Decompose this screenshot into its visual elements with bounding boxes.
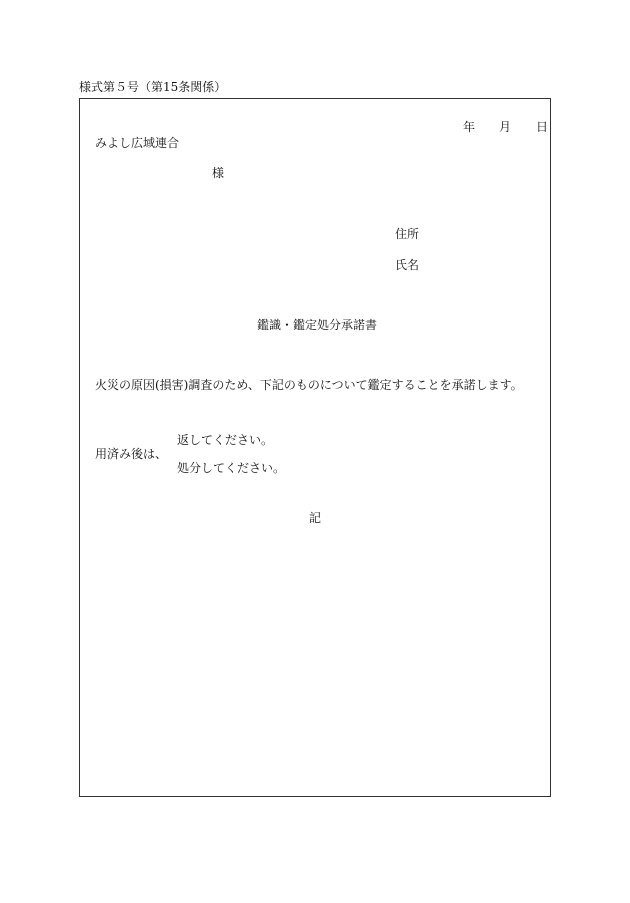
- applicant-name-label: 氏名: [395, 258, 420, 272]
- after-use-return-option: 返してください。: [177, 433, 274, 447]
- applicant-address-label: 住所: [395, 227, 420, 241]
- addressee-honorific: 様: [212, 166, 225, 180]
- consent-body-text: 火災の原因(損害)調査のため、下記のものについて鑑定することを承諾します。: [95, 378, 523, 392]
- document-title: 鑑識・鑑定処分承諾書: [257, 318, 378, 332]
- after-use-label: 用済み後は、: [95, 447, 168, 461]
- addressee-organization: みよし広域連合: [95, 136, 180, 150]
- record-heading: 記: [309, 511, 322, 525]
- date-year-label: 年: [463, 120, 476, 134]
- after-use-dispose-option: 処分してください。: [177, 461, 286, 475]
- date-day-label: 日: [536, 120, 549, 134]
- form-number-label: 様式第５号（第15条関係）: [79, 80, 227, 94]
- date-month-label: 月: [499, 120, 512, 134]
